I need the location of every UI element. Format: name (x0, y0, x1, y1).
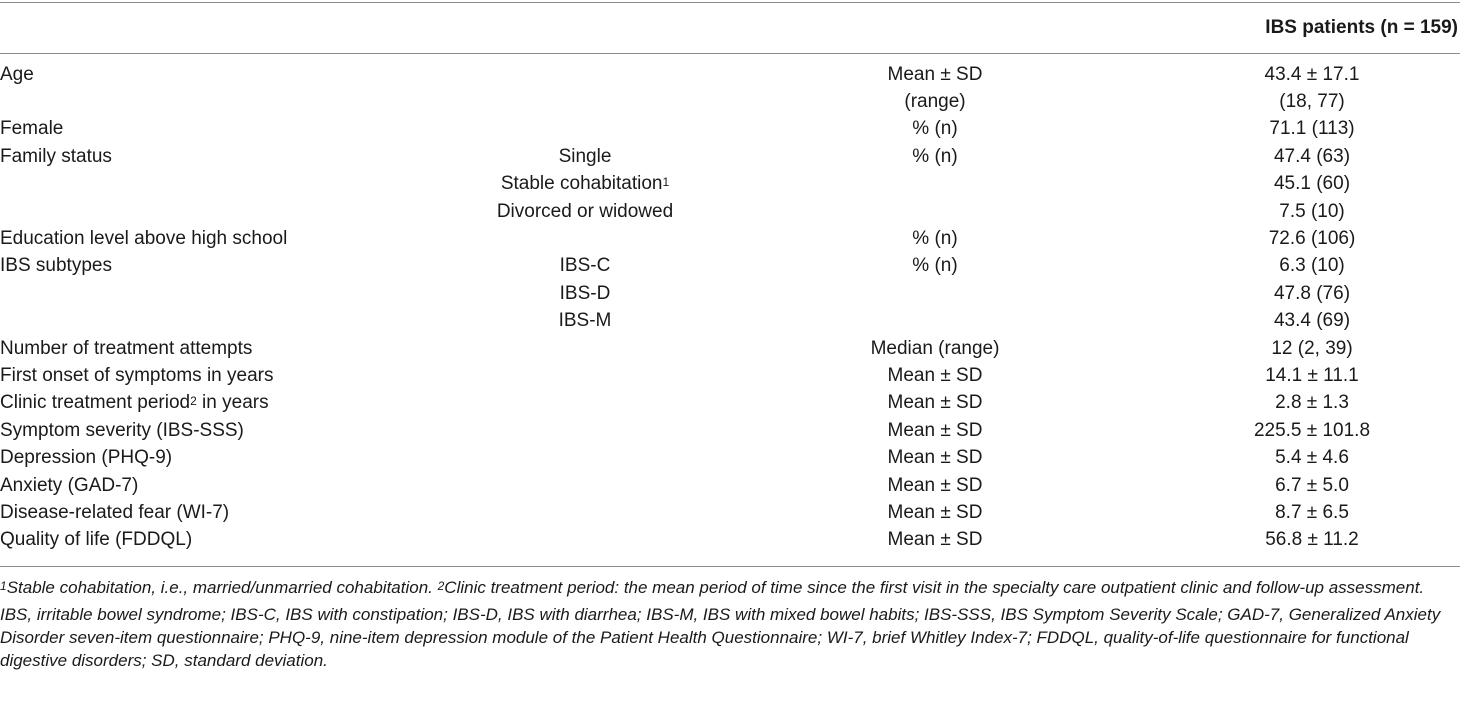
row-statistic: Mean ± SD (887, 364, 983, 386)
row-value: 6.7 ± 5.0 (1275, 474, 1349, 496)
table-row (0, 417, 1460, 444)
footnote-marker: 2 (437, 579, 445, 593)
footnote-marker: 1 (0, 579, 7, 593)
row-category (420, 116, 750, 143)
row-category: IBS-M (558, 310, 612, 332)
row-category (420, 499, 750, 526)
row-statistic: % (n) (912, 228, 958, 250)
row-label: Quality of life (FDDQL) (0, 529, 193, 551)
row-category: IBS-D (559, 282, 611, 304)
table-row (0, 362, 1460, 389)
row-value: 43.4 ± 17.1 (1264, 63, 1360, 85)
row-value: 6.3 (10) (1279, 255, 1345, 277)
row-label: First onset of symptoms in years (0, 364, 274, 386)
footnote-2-text: Clinic treatment period: the mean period of time since the first visit in the specialty care outpatient clinic and follow-up assessment. (444, 578, 1425, 597)
category-text: Stable cohabitation (500, 173, 663, 195)
row-category: Single (558, 145, 612, 167)
row-statistic: % (n) (912, 118, 958, 140)
row-label (0, 88, 420, 115)
row-value: 2.8 ± 1.3 (1275, 392, 1349, 414)
row-statistic: Median (range) (870, 337, 1000, 359)
row-value: 5.4 ± 4.6 (1275, 447, 1349, 469)
label-text-after: in years (196, 392, 269, 414)
row-category (420, 335, 750, 362)
footnote-abbreviations: IBS, irritable bowel syndrome; IBS-C, IBS with constipation; IBS-D, IBS with diarrhea; IBS-M, IBS with mixed bowel habits; IBS-SSS, IBS Symptom Severity Scale; GAD-7, Generalized Anxiety Disorder seven-item questionnaire; PHQ-9, nine-item depression module of the Patient Health Questionnaire; WI-7, brief Whitley Index-7; FDDQL, quality-of-life questionnaire for functional digestive disorders; SD, standard deviation. (0, 605, 1441, 670)
row-category (420, 444, 750, 471)
row-statistic: Mean ± SD (887, 392, 983, 414)
row-value: 225.5 ± 101.8 (1253, 419, 1371, 441)
row-value: 8.7 ± 6.5 (1275, 501, 1349, 523)
table-row (0, 253, 1460, 280)
row-value: 72.6 (106) (1268, 228, 1356, 250)
row-statistic: Mean ± SD (887, 501, 983, 523)
row-statistic: Mean ± SD (887, 419, 983, 441)
table-row (0, 61, 1460, 88)
row-value: 47.8 (76) (1273, 282, 1351, 304)
footnote-1-text: Stable cohabitation, i.e., married/unmarried cohabitation. (6, 578, 438, 597)
row-value: 14.1 ± 11.1 (1265, 364, 1359, 386)
row-label (0, 171, 420, 198)
row-statistic (750, 171, 1120, 198)
row-label: Disease-related fear (WI-7) (0, 501, 230, 523)
row-statistic: % (n) (912, 255, 958, 277)
table-row (0, 308, 1460, 335)
row-statistic: Mean ± SD (887, 529, 983, 551)
row-statistic: (range) (904, 91, 966, 113)
table-row (0, 472, 1460, 499)
row-statistic (750, 308, 1120, 335)
row-label (0, 198, 420, 225)
row-statistic: % (n) (912, 145, 958, 167)
header-rule (0, 53, 1460, 54)
row-label: Number of treatment attempts (0, 337, 253, 359)
footnote-marker: 2 (190, 394, 197, 409)
row-label: Female (0, 118, 64, 140)
table-row (0, 335, 1460, 362)
row-statistic: Mean ± SD (887, 474, 983, 496)
row-label: Education level above high school (0, 228, 288, 250)
footnote-marker: 1 (662, 175, 670, 190)
table-row (0, 198, 1460, 225)
row-category (420, 88, 750, 115)
table-row (0, 116, 1460, 143)
row-statistic: Mean ± SD (887, 447, 983, 469)
row-category (420, 362, 750, 389)
row-label (0, 308, 420, 335)
row-value: (18, 77) (1279, 91, 1345, 113)
row-statistic: Mean ± SD (887, 63, 983, 85)
row-category: Divorced or widowed (496, 200, 674, 222)
row-label: Depression (PHQ-9) (0, 447, 173, 469)
table-row (0, 444, 1460, 471)
row-category (420, 527, 750, 554)
row-statistic (750, 198, 1120, 225)
characteristics-table (0, 61, 1460, 554)
footnote-definitions (0, 576, 1460, 599)
row-value: 43.4 (69) (1273, 310, 1351, 332)
table-row (0, 225, 1460, 252)
table-footnotes (0, 576, 1460, 676)
row-category (420, 171, 750, 198)
row-value: 45.1 (60) (1273, 173, 1351, 195)
row-label: Family status (0, 145, 112, 167)
row-label: IBS subtypes (0, 255, 112, 277)
table-row (0, 499, 1460, 526)
row-category (420, 225, 750, 252)
row-value: 56.8 ± 11.2 (1265, 529, 1359, 551)
row-statistic (750, 280, 1120, 307)
table-row (0, 390, 1460, 417)
row-category (420, 472, 750, 499)
table-row (0, 280, 1460, 307)
row-label: Age (0, 63, 34, 85)
label-text: Clinic treatment period (0, 392, 191, 414)
row-value: 12 (2, 39) (1271, 337, 1353, 359)
table-top-rule (0, 2, 1460, 3)
row-value: 71.1 (113) (1269, 118, 1355, 140)
row-label (0, 280, 420, 307)
column-header-ibs-patients: IBS patients (n = 159) (1265, 17, 1458, 38)
row-category (420, 61, 750, 88)
row-label: Anxiety (GAD-7) (0, 474, 139, 496)
row-value: 7.5 (10) (1279, 200, 1345, 222)
row-label: Symptom severity (IBS-SSS) (0, 419, 244, 441)
table-row (0, 171, 1460, 198)
row-value: 47.4 (63) (1273, 145, 1351, 167)
table-row (0, 88, 1460, 115)
row-category: IBS-C (559, 255, 611, 277)
table-row (0, 143, 1460, 170)
row-category (420, 417, 750, 444)
table-row (0, 527, 1460, 554)
table-bottom-rule (0, 566, 1460, 567)
row-category (420, 390, 750, 417)
row-label (0, 390, 420, 417)
